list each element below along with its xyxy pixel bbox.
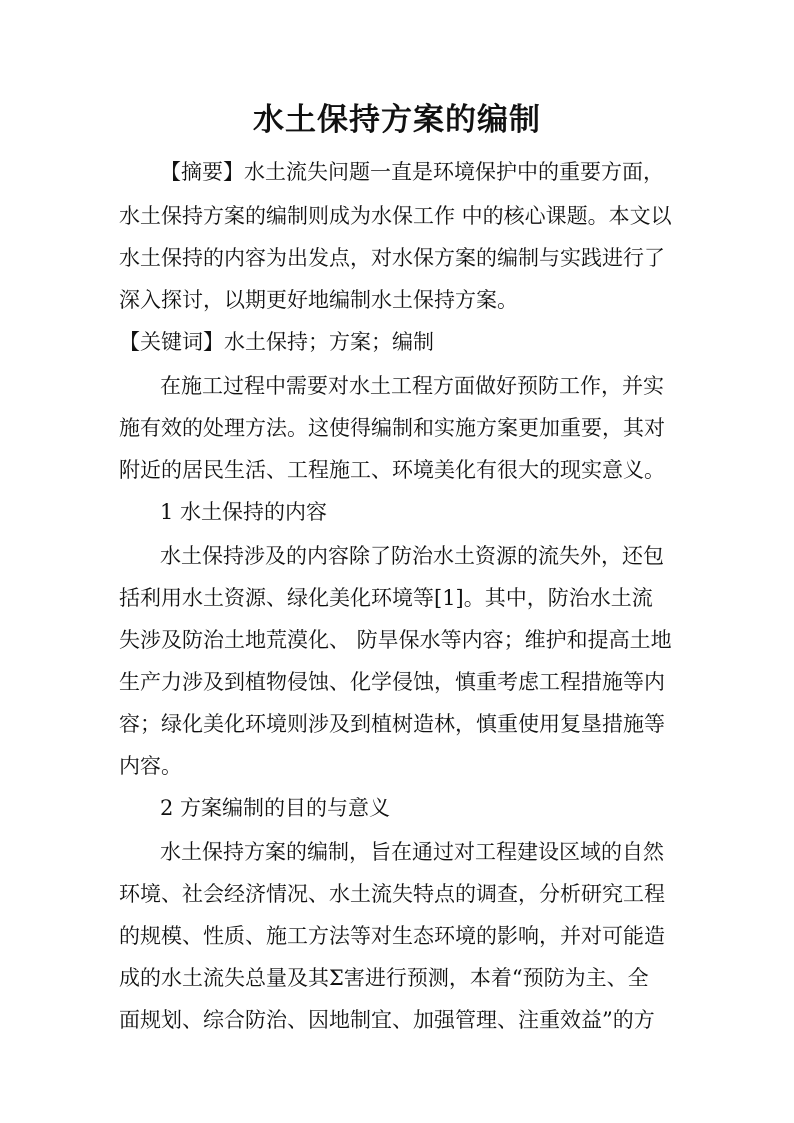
- section-1-line-4: 生产力涉及到植物侵蚀、化学侵蚀，慎重考虑工程措施等内: [119, 670, 665, 694]
- section-2-line-3: 的规模、性质、施工方法等对生态环境的影响，并对可能造: [119, 924, 665, 948]
- section-2-line-5: 面规划、综合防治、因地制宜、加强管理、注重效益”的方: [119, 1008, 655, 1032]
- section-2-line-1: 水土保持方案的编制，旨在通过对工程建设区域的自然: [160, 840, 664, 864]
- section-1-line-5: 容；绿化美化环境则涉及到植树造林，慎重使用复垦措施等: [119, 712, 665, 736]
- document-title: 水土保持方案的编制: [253, 102, 541, 138]
- section-heading-1: 1 水土保持的内容: [160, 500, 328, 524]
- section-heading-2: 2 方案编制的目的与意义: [160, 796, 391, 820]
- section-1-line-2: 括利用水土资源、绿化美化环境等[1]。其中，防治水土流: [119, 586, 653, 610]
- abstract-line-2: 水土保持方案的编制则成为水保工作 中的核心课题。本文以: [119, 204, 672, 228]
- intro-line-2: 施有效的处理方法。这使得编制和实施方案更加重要，其对: [119, 416, 665, 440]
- abstract-line-1: 【摘要】水土流失问题一直是环境保护中的重要方面，: [160, 160, 664, 184]
- intro-line-1: 在施工过程中需要对水土工程方面做好预防工作，并实: [160, 374, 664, 398]
- intro-line-3: 附近的居民生活、工程施工、环境美化有很大的现实意义。: [119, 458, 665, 482]
- section-1-line-6: 内容。: [119, 754, 182, 778]
- abstract-line-4: 深入探讨，以期更好地编制水土保持方案。: [119, 288, 518, 312]
- section-1-line-1: 水土保持涉及的内容除了防治水土资源的流失外，还包: [160, 544, 664, 568]
- section-1-line-3: 失涉及防治土地荒漠化、 防旱保水等内容；维护和提高土地: [119, 628, 672, 652]
- keywords-line: 【关键词】水土保持；方案；编制: [119, 330, 434, 354]
- section-2-line-4: 成的水土流失总量及其Σ害进行预测，本着“预防为主、全: [119, 966, 649, 990]
- section-2-line-2: 环境、社会经济情况、水土流失特点的调查，分析研究工程: [119, 882, 665, 906]
- abstract-line-3: 水土保持的内容为出发点，对水保方案的编制与实践进行了: [119, 246, 665, 270]
